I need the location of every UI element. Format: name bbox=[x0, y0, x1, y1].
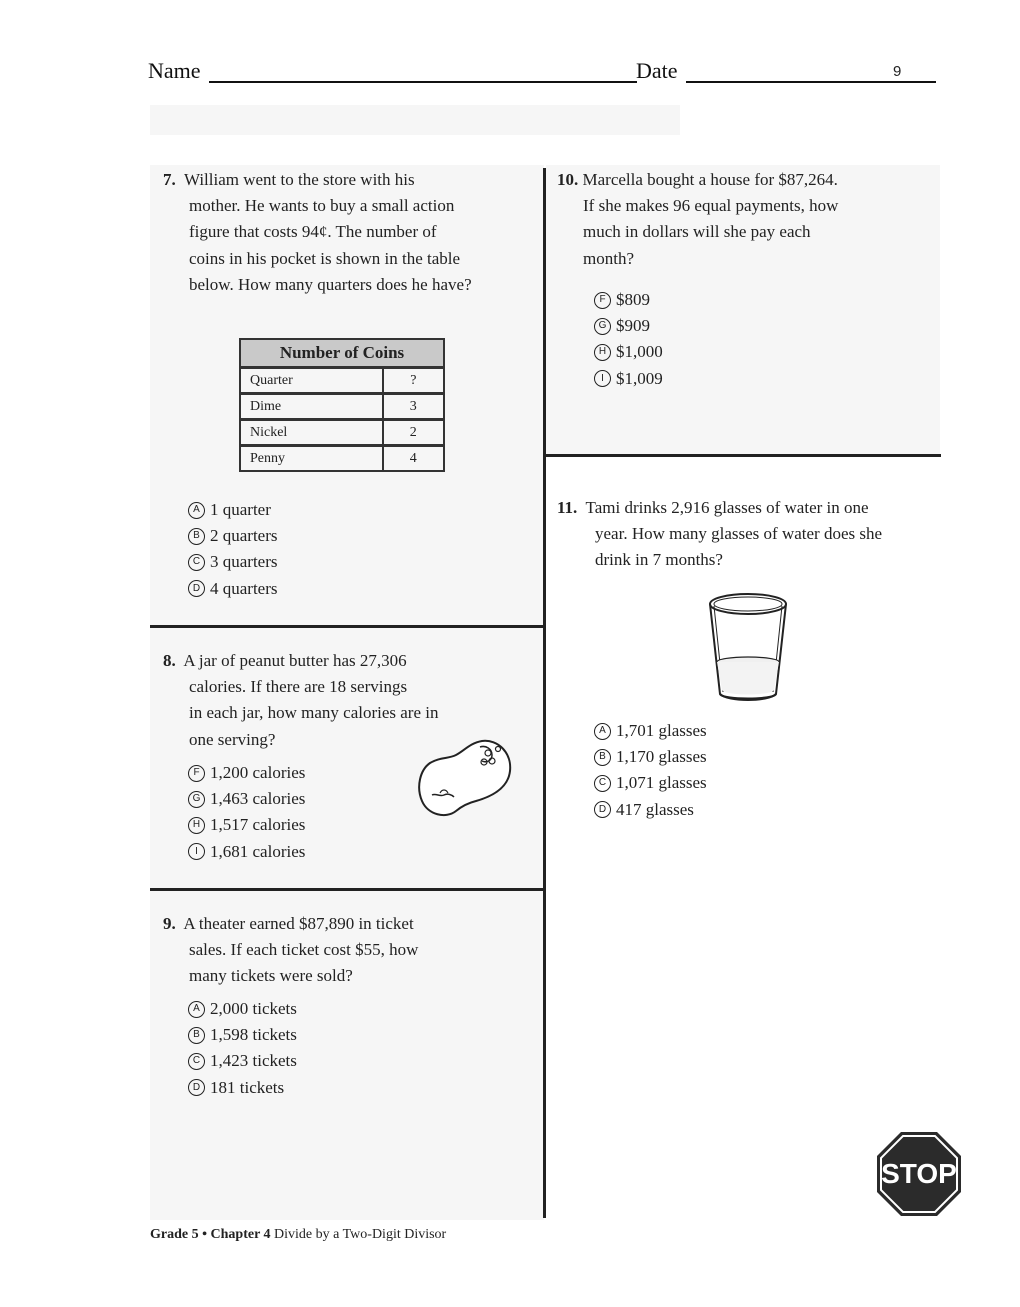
coin-count: 3 bbox=[383, 394, 444, 420]
coin-name: Penny bbox=[240, 446, 383, 472]
answer-bubble[interactable]: A bbox=[188, 502, 205, 519]
answer-option[interactable] bbox=[188, 523, 278, 549]
answer-option[interactable] bbox=[594, 770, 707, 796]
date-value: 9 bbox=[893, 63, 902, 80]
question-10-line-3: much in dollars will she pay each bbox=[583, 222, 811, 242]
answer-text: 1,170 glasses bbox=[616, 747, 707, 767]
table-row bbox=[240, 446, 444, 472]
answer-option[interactable] bbox=[188, 996, 297, 1022]
question-8-options bbox=[188, 760, 305, 865]
question-10-options bbox=[594, 287, 663, 392]
answer-text: $809 bbox=[616, 290, 650, 309]
coin-name: Quarter bbox=[240, 368, 383, 394]
date-label: Date bbox=[636, 58, 678, 83]
answer-bubble[interactable]: C bbox=[188, 1053, 205, 1070]
question-11-line-2: year. How many glasses of water does she bbox=[595, 524, 883, 544]
question-10-line-1: Marcella bought a house for $87,264. bbox=[582, 170, 838, 189]
answer-bubble[interactable]: I bbox=[594, 370, 611, 387]
divider-q8-q9 bbox=[150, 888, 544, 891]
coin-count: 2 bbox=[383, 420, 444, 446]
footer bbox=[150, 1227, 446, 1243]
answer-text: 1,517 calories bbox=[210, 815, 306, 835]
question-7-line-1: William went to the store with his bbox=[183, 170, 415, 189]
question-7-line-4: coins in his pocket is shown in the table bbox=[189, 248, 461, 268]
coin-name: Nickel bbox=[240, 420, 383, 446]
answer-text: 2 quarters bbox=[210, 526, 278, 546]
answer-option[interactable] bbox=[594, 339, 663, 365]
question-7-line-5: below. How many quarters does he have? bbox=[189, 274, 472, 294]
question-8-line-4: one serving? bbox=[189, 729, 276, 749]
question-10-line-2: If she makes 96 equal payments, how bbox=[583, 196, 839, 216]
answer-bubble[interactable]: B bbox=[188, 1027, 205, 1044]
answer-bubble[interactable]: H bbox=[594, 344, 611, 361]
answer-bubble[interactable]: G bbox=[188, 791, 205, 808]
answer-bubble[interactable]: F bbox=[188, 765, 205, 782]
question-10-number: 10. bbox=[557, 170, 579, 189]
answer-bubble[interactable]: D bbox=[594, 801, 611, 818]
answer-option[interactable] bbox=[594, 287, 663, 313]
answer-option[interactable] bbox=[188, 760, 305, 786]
answer-bubble[interactable]: C bbox=[594, 775, 611, 792]
answer-option[interactable] bbox=[594, 366, 663, 392]
answer-bubble[interactable]: A bbox=[188, 1001, 205, 1018]
answer-text: 181 tickets bbox=[210, 1077, 285, 1097]
answer-text: 1,423 tickets bbox=[210, 1051, 297, 1071]
question-9-options bbox=[188, 996, 297, 1101]
divider-q7-q8 bbox=[150, 625, 544, 628]
question-7-number: 7. bbox=[163, 170, 176, 189]
table-row bbox=[240, 420, 444, 446]
peanut-icon bbox=[410, 735, 520, 825]
answer-text: 1,071 glasses bbox=[616, 773, 707, 793]
table-row bbox=[240, 394, 444, 420]
answer-option[interactable] bbox=[594, 744, 707, 770]
answer-bubble[interactable]: I bbox=[188, 843, 205, 860]
question-8-number: 8. bbox=[163, 651, 176, 670]
answer-option[interactable] bbox=[188, 786, 305, 812]
answer-bubble[interactable]: D bbox=[188, 1079, 205, 1096]
answer-text: 1,701 glasses bbox=[616, 721, 707, 740]
footer-grade-chapter: Grade 5 • Chapter 4 bbox=[150, 1227, 271, 1242]
answer-bubble[interactable]: C bbox=[188, 554, 205, 571]
question-11-line-3: drink in 7 months? bbox=[595, 550, 723, 570]
answer-option[interactable] bbox=[188, 1048, 297, 1074]
answer-text: 1,463 calories bbox=[210, 789, 306, 809]
answer-text: 3 quarters bbox=[210, 552, 278, 572]
question-9-line-3: many tickets were sold? bbox=[189, 966, 353, 986]
glass-icon bbox=[704, 590, 792, 705]
answer-option[interactable] bbox=[594, 797, 707, 823]
question-10 bbox=[557, 167, 838, 272]
answer-bubble[interactable]: A bbox=[594, 723, 611, 740]
answer-text: 1 quarter bbox=[210, 500, 271, 519]
question-7-line-3: figure that costs 94¢. The number of bbox=[189, 222, 437, 242]
answer-text: $1,000 bbox=[616, 342, 663, 362]
coin-count: ? bbox=[383, 368, 444, 394]
name-label: Name bbox=[148, 58, 201, 83]
answer-text: 1,681 calories bbox=[210, 841, 306, 861]
answer-option[interactable] bbox=[594, 718, 707, 744]
question-10-line-4: month? bbox=[583, 248, 634, 268]
answer-bubble[interactable]: F bbox=[594, 292, 611, 309]
answer-bubble[interactable]: B bbox=[188, 528, 205, 545]
question-9-line-1: A theater earned $87,890 in ticket bbox=[183, 914, 414, 933]
stop-sign-text: STOP bbox=[881, 1158, 957, 1189]
question-11 bbox=[557, 495, 927, 574]
question-8-line-3: in each jar, how many calories are in bbox=[189, 703, 439, 723]
question-8 bbox=[163, 648, 439, 753]
answer-bubble[interactable]: G bbox=[594, 318, 611, 335]
header-shade bbox=[150, 105, 680, 135]
question-7-options bbox=[188, 497, 278, 602]
answer-option[interactable] bbox=[188, 1075, 297, 1101]
answer-text: $1,009 bbox=[616, 368, 663, 388]
question-9-line-2: sales. If each ticket cost $55, how bbox=[189, 940, 419, 960]
coin-count: 4 bbox=[383, 446, 444, 472]
coins-table bbox=[239, 338, 445, 472]
question-8-line-2: calories. If there are 18 servings bbox=[189, 677, 408, 697]
answer-text: 2,000 tickets bbox=[210, 999, 297, 1018]
answer-bubble[interactable]: D bbox=[188, 580, 205, 597]
question-11-number: 11. bbox=[557, 498, 578, 517]
answer-text: 417 glasses bbox=[616, 799, 694, 819]
footer-title: Divide by a Two-Digit Divisor bbox=[274, 1227, 447, 1242]
answer-bubble[interactable]: B bbox=[594, 749, 611, 766]
answer-option[interactable] bbox=[188, 1022, 297, 1048]
answer-text: 4 quarters bbox=[210, 578, 278, 598]
answer-option[interactable] bbox=[188, 576, 278, 602]
answer-option[interactable] bbox=[188, 549, 278, 575]
coins-table-title: Number of Coins bbox=[240, 339, 444, 368]
answer-option[interactable] bbox=[188, 497, 278, 523]
answer-bubble[interactable]: H bbox=[188, 817, 205, 834]
answer-option[interactable] bbox=[594, 313, 663, 339]
answer-text: $909 bbox=[616, 316, 650, 336]
coin-name: Dime bbox=[240, 394, 383, 420]
stop-sign-icon bbox=[876, 1131, 962, 1217]
column-divider bbox=[543, 168, 546, 1218]
name-field[interactable] bbox=[209, 81, 637, 83]
question-9 bbox=[163, 911, 418, 990]
answer-option[interactable] bbox=[188, 839, 305, 865]
question-9-number: 9. bbox=[163, 914, 176, 933]
answer-option[interactable] bbox=[188, 812, 305, 838]
answer-text: 1,200 calories bbox=[210, 763, 306, 782]
question-8-line-1: A jar of peanut butter has 27,306 bbox=[183, 651, 407, 670]
question-11-line-1: Tami drinks 2,916 glasses of water in one bbox=[585, 498, 869, 517]
answer-text: 1,598 tickets bbox=[210, 1025, 297, 1045]
table-row bbox=[240, 368, 444, 394]
question-7 bbox=[163, 167, 472, 298]
divider-q10-q11 bbox=[546, 454, 941, 457]
question-7-line-2: mother. He wants to buy a small action bbox=[189, 196, 455, 216]
date-field[interactable] bbox=[686, 81, 936, 83]
question-11-options bbox=[594, 718, 707, 823]
